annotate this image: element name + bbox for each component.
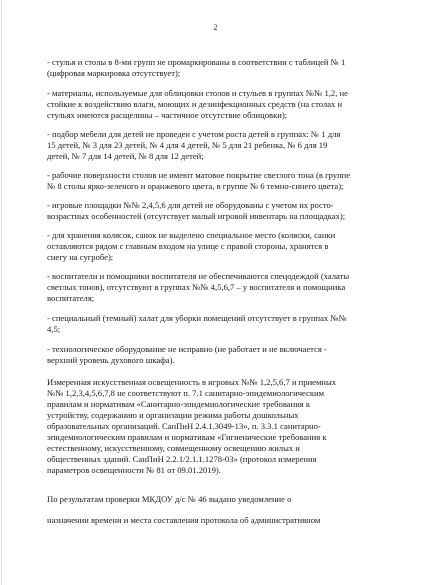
text-line: параметров освещенности № 81 от 09.01.2019). — [47, 465, 221, 475]
text-line: устройству, содержанию и организации режима работы дошкольных — [47, 410, 299, 420]
page-edge-shadow — [1, 0, 2, 585]
text-line: По результатам проверки МКДОУ д/с № 46 выдано уведомление о — [47, 494, 292, 504]
text-line: - игровые площадки №№ 2,4,5,6 для детей не оборудованы с учетом их росто- — [47, 200, 334, 210]
text-line: 15 детей, № 3 для 23 детей, № 4 для 4 детей, № 5 для 21 ребенка, № 6 для 19 — [47, 140, 328, 150]
text-line: стойкие к воздействию влаги, моющих и дезинфекционных средств (на столах и — [47, 99, 343, 109]
text-line: светлых тонов), отсутствуют в группах №№ 4,5,6,7 – у воспитателя и помощника — [47, 282, 346, 292]
text-line: детей, № 7 для 14 детей, № 8 для 12 детей; — [47, 151, 204, 161]
text-line: Измеренная искусственная освещенность в игровых №№ 1,2,5,6,7 и приемных — [47, 377, 337, 387]
text-line: воспитателя; — [47, 293, 95, 303]
text-line: эпидемиологическим правилам и нормативам «Гигиенические требования к — [47, 432, 327, 442]
text-line: - рабочие поверхности столов не имеют матовое покрытие светлого тона (в группе — [47, 170, 351, 180]
text-line: возрастных особенностей (отсутствует малый игровой инвентарь на площадках); — [47, 211, 346, 221]
text-line: - подбор мебели для детей не проведен с учетом роста детей в группах: № 1 для — [47, 129, 341, 139]
text-line: - технологическое оборудование не исправно (не работает и не включается - — [47, 344, 327, 354]
text-line: снегу на сугробе); — [47, 252, 114, 262]
page-number: 2 — [213, 23, 218, 32]
text-line: №№ 1,2,3,4,5,6,7,8 не соответствуют п. 7.1 санитарно-эпидемиологическим — [47, 388, 325, 398]
text-line: правилам и нормативам «Санитарно-эпидемиологические требования к — [47, 399, 311, 409]
text-line: - стулья и столы в 8-ми групп не промаркированы в соответствии с таблицей № 1 — [47, 57, 346, 67]
text-line: естественному, искусственному, совмещенному освещению жилых и — [47, 443, 300, 453]
text-line: № 8 столы ярко-зеленого и оранжевого цвета, в группе № 6 темно-синего цвета); — [47, 181, 344, 191]
text-line: - для хранения колясок, санок не выделено специальное место (коляски, санки — [47, 230, 336, 240]
text-line: - специальный (темный) халат для уборки помещений отсутствует в группах №№ — [47, 313, 347, 323]
text-line: образовательных организаций. СанПиН 2.4.1.3049-13», п. 3.3.1 санитарно- — [47, 421, 321, 431]
text-line: оставляются рядом с главным входом на улице с правой стороны, хранятся в — [47, 241, 329, 251]
text-line: 4,5; — [47, 324, 61, 334]
text-line: (цифровая маркировка отсутствует); — [47, 68, 181, 78]
text-line: верхний уровень духового шкафа). — [47, 355, 175, 365]
text-line: общественных зданий. СанПиН 2.2.1/2.1.1.1278-03» (протокол измерения — [47, 454, 317, 464]
text-line: - материалы, используемые для облицовки столов и стульев в группах №№ 1,2, не — [47, 88, 348, 98]
text-line: - воспитатели и помощники воспитателя не обеспечиваются спецодеждой (халаты — [47, 271, 350, 281]
text-line: назначении времени и места составления протокола об административном — [47, 515, 321, 525]
text-line: стульях имеются расщелины – частичное отсутствие облицовки); — [47, 110, 288, 120]
